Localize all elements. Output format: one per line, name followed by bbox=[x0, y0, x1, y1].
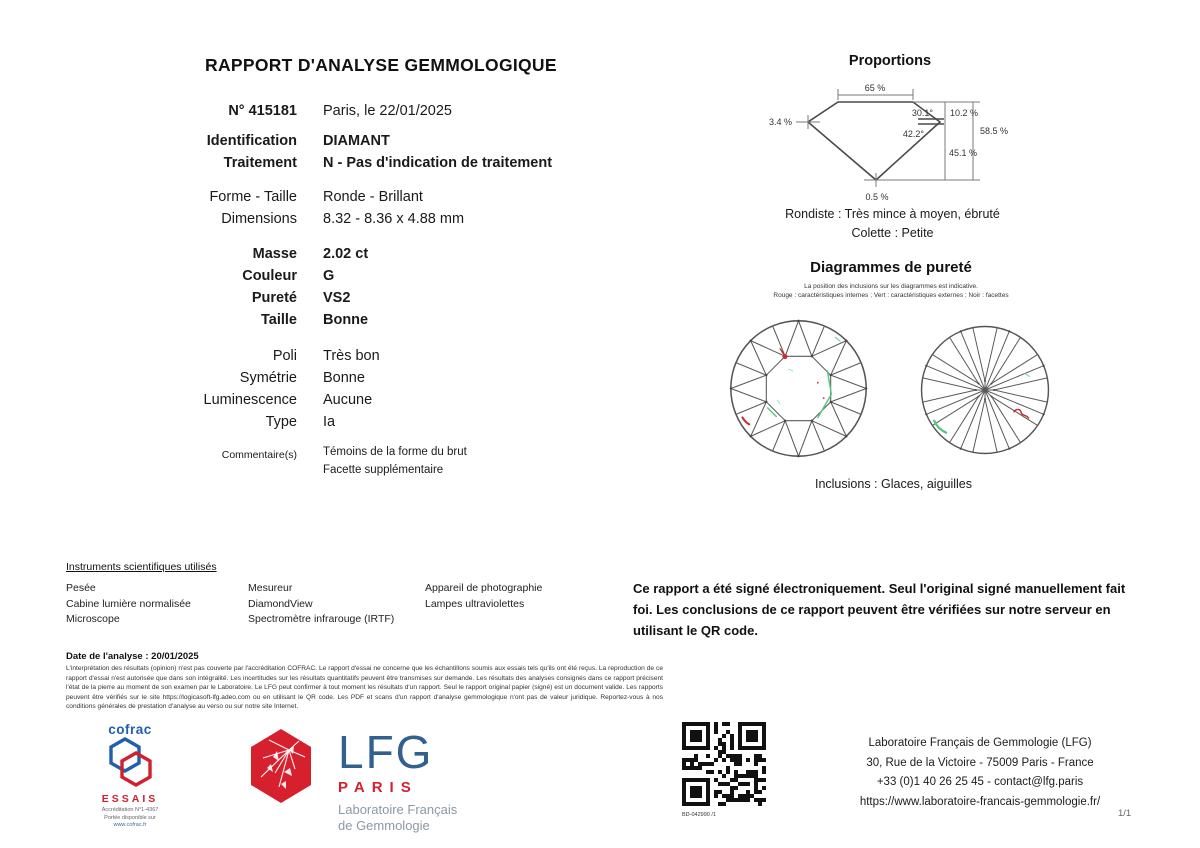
address-line-2: 30, Rue de la Victoire - 75009 Paris - France bbox=[866, 756, 1094, 769]
purity-note-2: Rouge : caractéristiques internes ; Vert : caractéristiques externes ; Noir : facettes bbox=[773, 291, 1009, 299]
type-row bbox=[67, 411, 627, 433]
clarity-label: Pureté bbox=[251, 290, 297, 306]
pavilion-depth-label: 45.1 % bbox=[949, 148, 978, 158]
instrument-item: Pesée bbox=[66, 582, 96, 594]
lfg-org-line-1: Laboratoire Français bbox=[338, 802, 458, 817]
instrument-item: DiamondView bbox=[248, 597, 313, 610]
dimensions-label: Dimensions bbox=[221, 211, 297, 227]
lfg-city: PARIS bbox=[338, 779, 418, 796]
instruments-column-2 bbox=[248, 581, 394, 628]
luminescence-row bbox=[67, 389, 627, 411]
crown-angle-label: 30.1° bbox=[911, 108, 933, 118]
shape-cut-label: Forme - Taille bbox=[209, 189, 297, 205]
girdle-pct-label: 3.4 % bbox=[768, 117, 792, 127]
report-number: N° 415181 bbox=[228, 103, 297, 119]
comments-label: Commentaire(s) bbox=[221, 449, 297, 461]
color-label: Couleur bbox=[242, 268, 297, 284]
lfg-org-name bbox=[338, 802, 457, 834]
culet-pct-label: 0.5 % bbox=[865, 192, 889, 202]
electronic-signature-note: Ce rapport a été signé électroniquement. Seul l'original signé manuellement fait foi. Les conclusions de ce rapport peuvent être vérifiées sur notre serveur en utilisant le QR code. bbox=[633, 581, 1126, 638]
instrument-item: Mesureur bbox=[248, 582, 293, 594]
proportions-heading: Proportions bbox=[848, 53, 932, 69]
purity-note-1: La position des inclusions sur les diagrammes est indicative. bbox=[804, 283, 978, 290]
polish-value: Très bon bbox=[323, 348, 380, 364]
cut-grade-row bbox=[67, 309, 627, 331]
instruments-column-1 bbox=[66, 581, 191, 628]
symmetry-value: Bonne bbox=[323, 370, 365, 386]
report-number-row bbox=[67, 100, 627, 122]
shape-cut-value: Ronde - Brillant bbox=[323, 189, 423, 205]
qr-code bbox=[682, 722, 766, 806]
dimensions-value: 8.32 - 8.36 x 4.88 mm bbox=[323, 211, 465, 227]
analysis-date: Date de l'analyse : 20/01/2025 bbox=[66, 651, 199, 662]
page-number: 1/1 bbox=[1118, 808, 1132, 819]
polish-row bbox=[67, 345, 627, 367]
identification-row bbox=[67, 130, 627, 152]
table-pct-label: 65 % bbox=[864, 83, 886, 93]
clarity-row bbox=[67, 287, 627, 309]
instrument-item: Spectromètre infrarouge (IRTF) bbox=[248, 613, 395, 625]
symmetry-label: Symétrie bbox=[239, 370, 297, 386]
treatment-row bbox=[67, 152, 627, 174]
identification-label: Identification bbox=[206, 133, 297, 149]
treatment-label: Traitement bbox=[223, 155, 297, 171]
legal-disclaimer: L'interprétation des résultats (opinion) n'est pas couverte par l'accréditation COFRAC. Le rapport d'essai ne concerne que les échantillons soumis aux essais tels qu'ils ont été reçus. La reproduction de ce rapport d'essai n'est autorisée que dans son intégralité. Les incertitudes sur les résultats quantitatifs peuvent être transmises sur demande. Les résultats des analyses consignés dans ce rapport précisent l'état de la pierre au moment de son examen par le Laboratoire. Le LFG peut confirmer à tout moment les résultats d'un rapport. Seul le rapport original papier (signé) est un document valide. Les rapports peuvent être vérifiés sur le site https://logicasoft-lfg.adeo.com ou en utilisant le QR code. Les PDF et scans d'un rapport d'analyse gemmologique n'ont pas de valeur juridique. Reportez-vous à nos conditions générales de prestation d'analyse au verso ou sur notre site Internet. bbox=[66, 665, 663, 711]
lfg-logo bbox=[338, 726, 458, 834]
symmetry-row bbox=[67, 367, 627, 389]
address-line-4: https://www.laboratoire-francais-gemmologie.fr/ bbox=[859, 795, 1101, 808]
pavilion-angle-label: 42.2° bbox=[902, 129, 924, 139]
luminescence-label: Luminescence bbox=[203, 392, 297, 408]
type-label: Type bbox=[265, 414, 297, 430]
instruments-column-3 bbox=[425, 581, 542, 612]
cofrac-logo bbox=[84, 722, 176, 830]
total-depth-label: 58.5 % bbox=[980, 126, 1009, 136]
report-date-place: Paris, le 22/01/2025 bbox=[323, 103, 452, 119]
instrument-item: Cabine lumière normalisée bbox=[66, 597, 191, 610]
cofrac-availability: Portée disponible sur bbox=[104, 814, 156, 821]
mass-label: Masse bbox=[252, 246, 297, 262]
cut-grade-label: Taille bbox=[261, 312, 297, 328]
instrument-item: Lampes ultraviolettes bbox=[425, 597, 525, 610]
cofrac-accreditation: Accréditation N°1-4367 bbox=[101, 807, 159, 813]
instrument-item: Appareil de photographie bbox=[425, 582, 543, 594]
address-line-3: +33 (0)1 40 26 25 45 - contact@lfg.paris bbox=[876, 776, 1084, 788]
cofrac-website: www.cofrac.fr bbox=[113, 822, 147, 828]
luminescence-value: Aucune bbox=[323, 392, 373, 408]
report-fields bbox=[67, 100, 627, 479]
mass-value: 2.02 ct bbox=[323, 246, 369, 262]
page-title: RAPPORT D'ANALYSE GEMMOLOGIQUE bbox=[205, 55, 557, 75]
cofrac-essais-label: ESSAIS bbox=[101, 793, 159, 805]
identification-value: DIAMANT bbox=[323, 133, 390, 149]
cofrac-details bbox=[84, 807, 176, 830]
pavilion-view-diagram bbox=[917, 322, 1053, 458]
qr-block bbox=[682, 722, 777, 818]
cofrac-wordmark: cofrac bbox=[108, 722, 152, 737]
girdle-note: Rondiste : Très mince à moyen, ébruté bbox=[785, 207, 1000, 221]
lfg-acronym: LFG bbox=[338, 726, 434, 778]
inclusions-note: Inclusions : Glaces, aiguilles bbox=[814, 477, 973, 491]
lfg-hexagon-icon bbox=[248, 727, 314, 805]
lfg-org-line-2: de Gemmologie bbox=[338, 818, 430, 833]
dimensions-row bbox=[67, 208, 627, 230]
address-line-1: Laboratoire Français de Gemmologie (LFG) bbox=[868, 737, 1092, 749]
polish-label: Poli bbox=[272, 348, 297, 364]
lab-address bbox=[780, 734, 1180, 812]
culet-note: Colette : Petite bbox=[851, 226, 934, 240]
cofrac-hexagons-icon bbox=[100, 737, 160, 787]
comment-line-1: Témoins de la forme du brut bbox=[323, 446, 467, 458]
purity-subtitle bbox=[741, 283, 1041, 300]
color-value: G bbox=[323, 268, 335, 284]
comments-row bbox=[67, 443, 627, 479]
treatment-value: N - Pas d'indication de traitement bbox=[323, 155, 553, 171]
mass-row bbox=[67, 243, 627, 265]
instruments-heading: Instruments scientifiques utilisés bbox=[66, 561, 217, 573]
type-value: Ia bbox=[323, 414, 336, 430]
purity-heading: Diagrammes de pureté bbox=[810, 259, 972, 276]
crown-view-diagram bbox=[726, 316, 871, 461]
shape-cut-row bbox=[67, 186, 627, 208]
cut-grade-value: Bonne bbox=[323, 312, 369, 328]
crown-height-label: 10.2 % bbox=[950, 108, 979, 118]
color-row bbox=[67, 265, 627, 287]
comment-line-2: Facette supplémentaire bbox=[323, 464, 444, 476]
comments-value bbox=[323, 443, 467, 479]
proportions-notes bbox=[735, 205, 1050, 243]
instrument-item: Microscope bbox=[66, 613, 120, 625]
clarity-value: VS2 bbox=[323, 290, 351, 306]
qr-label: BD-042990 /1 bbox=[682, 812, 716, 818]
